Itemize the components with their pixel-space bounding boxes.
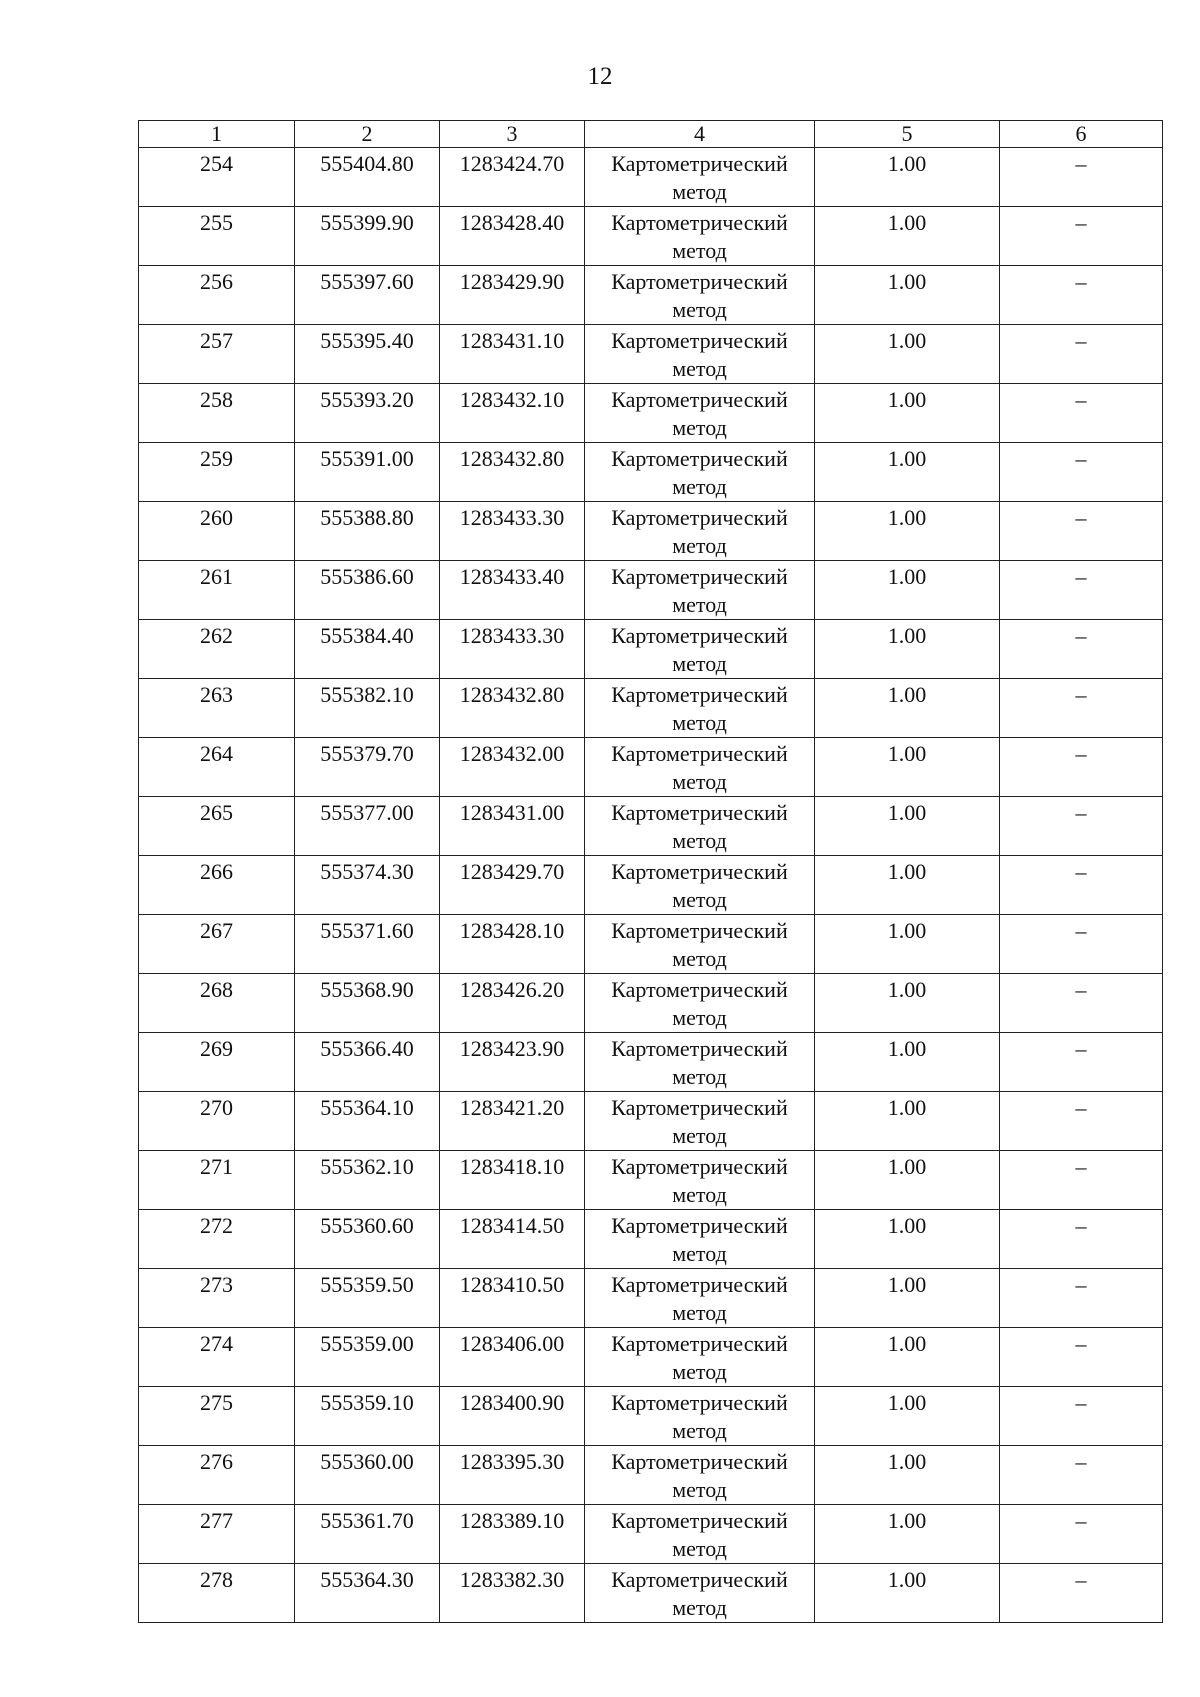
method-line-2: метод	[672, 238, 727, 263]
note-cell: –	[1000, 1210, 1163, 1269]
table-row	[139, 620, 1163, 679]
accuracy-cell: 1.00	[815, 148, 1000, 207]
point-number-cell: 269	[139, 1033, 295, 1092]
y-coordinate-cell: 1283431.10	[440, 325, 585, 384]
accuracy-cell: 1.00	[815, 738, 1000, 797]
method-line-1: Картометрический	[611, 800, 788, 825]
note-cell: –	[1000, 325, 1163, 384]
point-number-cell: 267	[139, 915, 295, 974]
note-cell: –	[1000, 856, 1163, 915]
accuracy-cell: 1.00	[815, 1387, 1000, 1446]
y-coordinate-cell: 1283426.20	[440, 974, 585, 1033]
note-cell: –	[1000, 1092, 1163, 1151]
y-coordinate-cell: 1283432.00	[440, 738, 585, 797]
method-cell	[585, 266, 815, 325]
x-coordinate-cell: 555359.50	[295, 1269, 440, 1328]
accuracy-cell: 1.00	[815, 1151, 1000, 1210]
accuracy-cell: 1.00	[815, 207, 1000, 266]
accuracy-cell: 1.00	[815, 856, 1000, 915]
y-coordinate-cell: 1283429.90	[440, 266, 585, 325]
note-cell: –	[1000, 1151, 1163, 1210]
note-cell: –	[1000, 1269, 1163, 1328]
method-line-2: метод	[672, 710, 727, 735]
table-row	[139, 1564, 1163, 1623]
note-cell: –	[1000, 738, 1163, 797]
x-coordinate-cell: 555362.10	[295, 1151, 440, 1210]
x-coordinate-cell: 555382.10	[295, 679, 440, 738]
point-number-cell: 268	[139, 974, 295, 1033]
accuracy-cell: 1.00	[815, 1210, 1000, 1269]
point-number-cell: 254	[139, 148, 295, 207]
method-cell	[585, 1210, 815, 1269]
table-row	[139, 325, 1163, 384]
method-cell	[585, 1092, 815, 1151]
method-line-1: Картометрический	[611, 446, 788, 471]
method-line-1: Картометрический	[611, 1154, 788, 1179]
method-line-2: метод	[672, 1536, 727, 1561]
method-cell	[585, 207, 815, 266]
x-coordinate-cell: 555359.10	[295, 1387, 440, 1446]
x-coordinate-cell: 555397.60	[295, 266, 440, 325]
accuracy-cell: 1.00	[815, 1446, 1000, 1505]
x-coordinate-cell: 555388.80	[295, 502, 440, 561]
method-cell	[585, 797, 815, 856]
coordinates-table	[138, 120, 1163, 1623]
note-cell: –	[1000, 148, 1163, 207]
method-line-1: Картометрический	[611, 1567, 788, 1592]
accuracy-cell: 1.00	[815, 561, 1000, 620]
method-line-1: Картометрический	[611, 387, 788, 412]
point-number-cell: 275	[139, 1387, 295, 1446]
column-header-3: 3	[440, 121, 585, 148]
y-coordinate-cell: 1283433.30	[440, 620, 585, 679]
accuracy-cell: 1.00	[815, 266, 1000, 325]
table-row	[139, 1210, 1163, 1269]
accuracy-cell: 1.00	[815, 974, 1000, 1033]
accuracy-cell: 1.00	[815, 1564, 1000, 1623]
y-coordinate-cell: 1283382.30	[440, 1564, 585, 1623]
method-cell	[585, 915, 815, 974]
table-row	[139, 915, 1163, 974]
table-row	[139, 974, 1163, 1033]
note-cell: –	[1000, 1564, 1163, 1623]
method-cell	[585, 1033, 815, 1092]
table-row	[139, 1092, 1163, 1151]
y-coordinate-cell: 1283433.30	[440, 502, 585, 561]
table-header-row	[139, 121, 1163, 148]
table-body	[139, 148, 1163, 1623]
method-cell	[585, 1387, 815, 1446]
page-number: 12	[587, 63, 613, 90]
point-number-cell: 265	[139, 797, 295, 856]
method-line-2: метод	[672, 1477, 727, 1502]
method-cell	[585, 502, 815, 561]
table-row	[139, 148, 1163, 207]
point-number-cell: 258	[139, 384, 295, 443]
table-row	[139, 1033, 1163, 1092]
point-number-cell: 273	[139, 1269, 295, 1328]
table-row	[139, 207, 1163, 266]
x-coordinate-cell: 555364.30	[295, 1564, 440, 1623]
accuracy-cell: 1.00	[815, 1505, 1000, 1564]
table-row	[139, 679, 1163, 738]
method-line-2: метод	[672, 1241, 727, 1266]
table-row	[139, 266, 1163, 325]
note-cell: –	[1000, 1328, 1163, 1387]
method-cell	[585, 1328, 815, 1387]
table-row	[139, 384, 1163, 443]
method-line-2: метод	[672, 1595, 727, 1620]
method-line-1: Картометрический	[611, 1331, 788, 1356]
point-number-cell: 272	[139, 1210, 295, 1269]
y-coordinate-cell: 1283421.20	[440, 1092, 585, 1151]
x-coordinate-cell: 555399.90	[295, 207, 440, 266]
method-cell	[585, 384, 815, 443]
note-cell: –	[1000, 974, 1163, 1033]
point-number-cell: 262	[139, 620, 295, 679]
method-line-1: Картометрический	[611, 564, 788, 589]
point-number-cell: 271	[139, 1151, 295, 1210]
method-line-2: метод	[672, 946, 727, 971]
method-line-1: Картометрический	[611, 269, 788, 294]
table-row	[139, 502, 1163, 561]
method-cell	[585, 856, 815, 915]
accuracy-cell: 1.00	[815, 915, 1000, 974]
point-number-cell: 263	[139, 679, 295, 738]
y-coordinate-cell: 1283423.90	[440, 1033, 585, 1092]
note-cell: –	[1000, 1505, 1163, 1564]
accuracy-cell: 1.00	[815, 797, 1000, 856]
method-line-1: Картометрический	[611, 682, 788, 707]
method-line-1: Картометрический	[611, 1449, 788, 1474]
method-line-2: метод	[672, 828, 727, 853]
point-number-cell: 270	[139, 1092, 295, 1151]
method-line-2: метод	[672, 474, 727, 499]
method-line-1: Картометрический	[611, 1508, 788, 1533]
method-line-2: метод	[672, 533, 727, 558]
y-coordinate-cell: 1283418.10	[440, 1151, 585, 1210]
point-number-cell: 255	[139, 207, 295, 266]
x-coordinate-cell: 555364.10	[295, 1092, 440, 1151]
x-coordinate-cell: 555386.60	[295, 561, 440, 620]
table-row	[139, 738, 1163, 797]
x-coordinate-cell: 555360.00	[295, 1446, 440, 1505]
point-number-cell: 257	[139, 325, 295, 384]
y-coordinate-cell: 1283432.80	[440, 679, 585, 738]
point-number-cell: 261	[139, 561, 295, 620]
method-line-1: Картометрический	[611, 505, 788, 530]
method-cell	[585, 1269, 815, 1328]
method-cell	[585, 1151, 815, 1210]
x-coordinate-cell: 555359.00	[295, 1328, 440, 1387]
method-line-2: метод	[672, 1064, 727, 1089]
method-line-2: метод	[672, 356, 727, 381]
y-coordinate-cell: 1283428.40	[440, 207, 585, 266]
table-row	[139, 1151, 1163, 1210]
accuracy-cell: 1.00	[815, 502, 1000, 561]
method-line-2: метод	[672, 651, 727, 676]
method-line-1: Картометрический	[611, 1036, 788, 1061]
table-row	[139, 797, 1163, 856]
x-coordinate-cell: 555377.00	[295, 797, 440, 856]
y-coordinate-cell: 1283432.80	[440, 443, 585, 502]
note-cell: –	[1000, 915, 1163, 974]
accuracy-cell: 1.00	[815, 325, 1000, 384]
point-number-cell: 276	[139, 1446, 295, 1505]
x-coordinate-cell: 555368.90	[295, 974, 440, 1033]
method-line-2: метод	[672, 297, 727, 322]
method-cell	[585, 1505, 815, 1564]
table-row	[139, 1269, 1163, 1328]
accuracy-cell: 1.00	[815, 1092, 1000, 1151]
note-cell: –	[1000, 1446, 1163, 1505]
y-coordinate-cell: 1283424.70	[440, 148, 585, 207]
note-cell: –	[1000, 443, 1163, 502]
method-line-2: метод	[672, 1300, 727, 1325]
point-number-cell: 264	[139, 738, 295, 797]
table-row	[139, 1446, 1163, 1505]
point-number-cell: 278	[139, 1564, 295, 1623]
method-cell	[585, 738, 815, 797]
x-coordinate-cell: 555360.60	[295, 1210, 440, 1269]
accuracy-cell: 1.00	[815, 620, 1000, 679]
column-header-6: 6	[1000, 121, 1163, 148]
method-line-1: Картометрический	[611, 1272, 788, 1297]
note-cell: –	[1000, 384, 1163, 443]
table-row	[139, 1505, 1163, 1564]
x-coordinate-cell: 555384.40	[295, 620, 440, 679]
note-cell: –	[1000, 679, 1163, 738]
x-coordinate-cell: 555379.70	[295, 738, 440, 797]
method-cell	[585, 148, 815, 207]
accuracy-cell: 1.00	[815, 1328, 1000, 1387]
column-header-5: 5	[815, 121, 1000, 148]
column-header-4: 4	[585, 121, 815, 148]
note-cell: –	[1000, 207, 1163, 266]
method-line-2: метод	[672, 769, 727, 794]
note-cell: –	[1000, 797, 1163, 856]
note-cell: –	[1000, 502, 1163, 561]
accuracy-cell: 1.00	[815, 1033, 1000, 1092]
method-line-2: метод	[672, 1005, 727, 1030]
note-cell: –	[1000, 1387, 1163, 1446]
accuracy-cell: 1.00	[815, 679, 1000, 738]
note-cell: –	[1000, 561, 1163, 620]
method-cell	[585, 620, 815, 679]
method-line-1: Картометрический	[611, 977, 788, 1002]
point-number-cell: 259	[139, 443, 295, 502]
y-coordinate-cell: 1283432.10	[440, 384, 585, 443]
method-line-1: Картометрический	[611, 859, 788, 884]
note-cell: –	[1000, 620, 1163, 679]
y-coordinate-cell: 1283410.50	[440, 1269, 585, 1328]
method-line-2: метод	[672, 1359, 727, 1384]
point-number-cell: 256	[139, 266, 295, 325]
x-coordinate-cell: 555361.70	[295, 1505, 440, 1564]
y-coordinate-cell: 1283429.70	[440, 856, 585, 915]
method-cell	[585, 679, 815, 738]
accuracy-cell: 1.00	[815, 384, 1000, 443]
y-coordinate-cell: 1283428.10	[440, 915, 585, 974]
x-coordinate-cell: 555393.20	[295, 384, 440, 443]
method-line-2: метод	[672, 887, 727, 912]
table-row	[139, 856, 1163, 915]
method-cell	[585, 325, 815, 384]
table-row	[139, 561, 1163, 620]
method-line-1: Картометрический	[611, 1390, 788, 1415]
method-line-1: Картометрический	[611, 1213, 788, 1238]
y-coordinate-cell: 1283431.00	[440, 797, 585, 856]
method-line-2: метод	[672, 1182, 727, 1207]
y-coordinate-cell: 1283406.00	[440, 1328, 585, 1387]
point-number-cell: 277	[139, 1505, 295, 1564]
column-header-1: 1	[139, 121, 295, 148]
point-number-cell: 266	[139, 856, 295, 915]
method-line-1: Картометрический	[611, 210, 788, 235]
y-coordinate-cell: 1283389.10	[440, 1505, 585, 1564]
column-header-2: 2	[295, 121, 440, 148]
method-cell	[585, 443, 815, 502]
method-line-1: Картометрический	[611, 151, 788, 176]
y-coordinate-cell: 1283400.90	[440, 1387, 585, 1446]
method-cell	[585, 1446, 815, 1505]
note-cell: –	[1000, 1033, 1163, 1092]
method-line-1: Картометрический	[611, 1095, 788, 1120]
point-number-cell: 274	[139, 1328, 295, 1387]
method-line-1: Картометрический	[611, 741, 788, 766]
x-coordinate-cell: 555366.40	[295, 1033, 440, 1092]
method-line-1: Картометрический	[611, 918, 788, 943]
x-coordinate-cell: 555371.60	[295, 915, 440, 974]
method-line-1: Картометрический	[611, 328, 788, 353]
x-coordinate-cell: 555374.30	[295, 856, 440, 915]
y-coordinate-cell: 1283433.40	[440, 561, 585, 620]
method-line-2: метод	[672, 1418, 727, 1443]
y-coordinate-cell: 1283414.50	[440, 1210, 585, 1269]
y-coordinate-cell: 1283395.30	[440, 1446, 585, 1505]
method-line-2: метод	[672, 415, 727, 440]
x-coordinate-cell: 555395.40	[295, 325, 440, 384]
table-row	[139, 443, 1163, 502]
table-row	[139, 1387, 1163, 1446]
x-coordinate-cell: 555404.80	[295, 148, 440, 207]
method-cell	[585, 561, 815, 620]
x-coordinate-cell: 555391.00	[295, 443, 440, 502]
method-line-1: Картометрический	[611, 623, 788, 648]
method-line-2: метод	[672, 1123, 727, 1148]
method-line-2: метод	[672, 592, 727, 617]
note-cell: –	[1000, 266, 1163, 325]
table-row	[139, 1328, 1163, 1387]
accuracy-cell: 1.00	[815, 1269, 1000, 1328]
point-number-cell: 260	[139, 502, 295, 561]
method-line-2: метод	[672, 179, 727, 204]
method-cell	[585, 974, 815, 1033]
method-cell	[585, 1564, 815, 1623]
accuracy-cell: 1.00	[815, 443, 1000, 502]
